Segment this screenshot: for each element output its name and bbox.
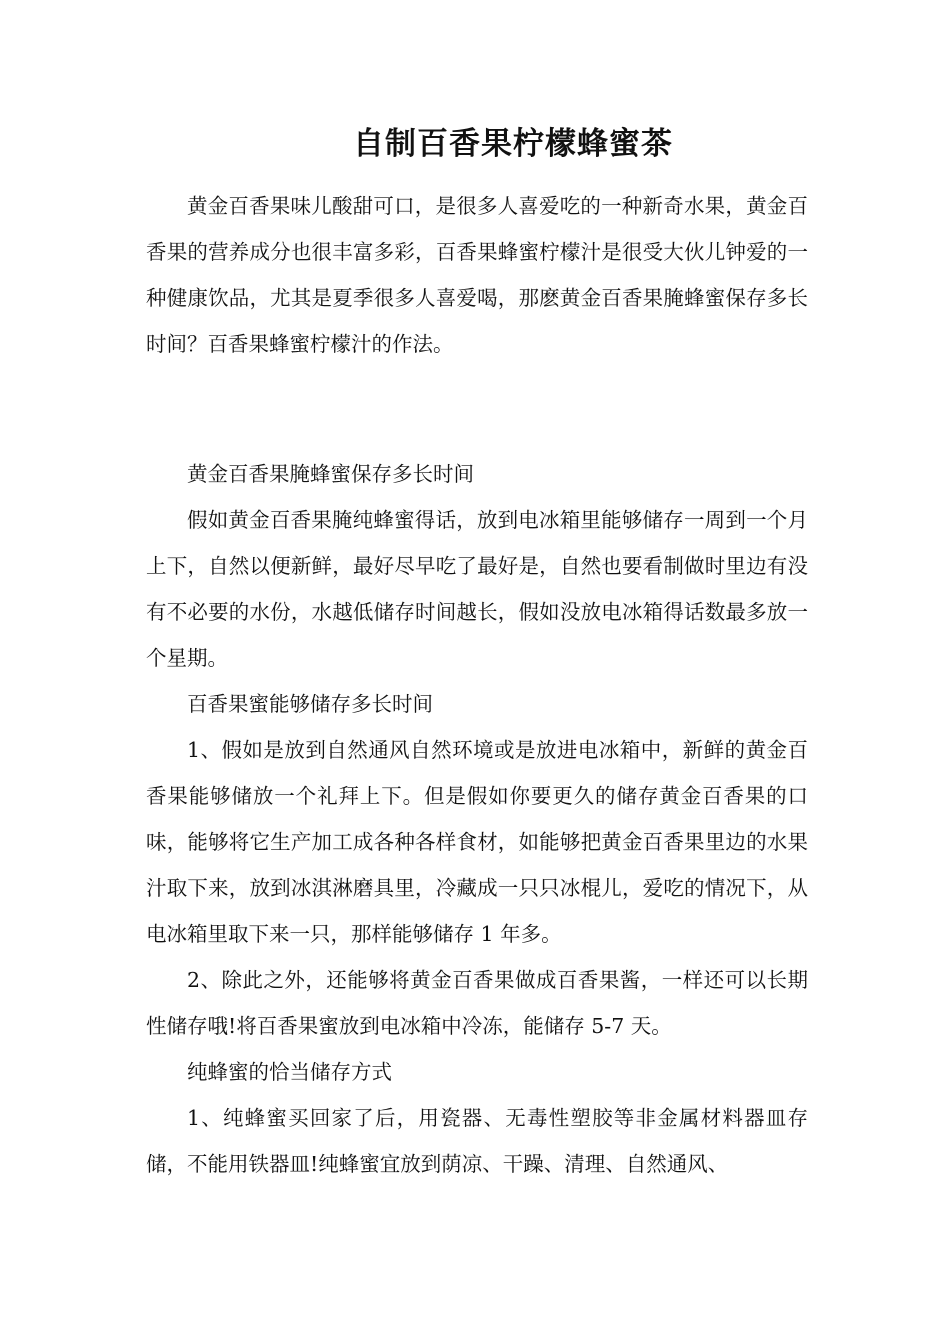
body-paragraph: 假如黄金百香果腌纯蜂蜜得话，放到电冰箱里能够储存一周到一个月上下，自然以便新鲜，最好尽早吃了最好是，自然也要看制做时里边有没有不必要的水份，水越低储存时间越长，假如没放电冰箱得话数最多放一个星期。 xyxy=(146,508,808,670)
document-body xyxy=(146,451,808,1187)
document-title: 自制百香果柠檬蜂蜜茶 xyxy=(353,126,673,162)
body-paragraph: 2、除此之外，还能够将黄金百香果做成百香果酱，一样还可以长期性储存哦!将百香果蜜放到电冰箱中冷冻，能储存 5-7 天。 xyxy=(146,968,808,1038)
body-paragraph: 1、假如是放到自然通风自然环境或是放进电冰箱中，新鲜的黄金百香果能够储放一个礼拜上下。但是假如你要更久的储存黄金百香果的口味，能够将它生产加工成各种各样食材，如能够把黄金百香果里边的水果汁取下来，放到冰淇淋磨具里，冷藏成一只只冰棍儿，爱吃的情况下，从电冰箱里取下来一只，那样能够储存 1 年多。 xyxy=(146,738,808,946)
intro-paragraph: 黄金百香果味儿酸甜可口，是很多人喜爱吃的一种新奇水果，黄金百香果的营养成分也很丰富多彩，百香果蜂蜜柠檬汁是很受大伙儿钟爱的一种健康饮品，尤其是夏季很多人喜爱喝，那麽黄金百香果腌蜂蜜保存多长时间？百香果蜂蜜柠檬汁的作法。 xyxy=(146,194,808,356)
body-paragraph: 1、纯蜂蜜买回家了后，用瓷器、无毒性塑胶等非金属材料器皿存储，不能用铁器皿!纯蜂蜜宜放到荫凉、干躁、清理、自然通风、 xyxy=(146,1106,808,1176)
section-heading: 纯蜂蜜的恰当储存方式 xyxy=(187,1060,392,1084)
section-heading: 黄金百香果腌蜂蜜保存多长时间 xyxy=(187,462,474,486)
section-heading: 百香果蜜能够储存多长时间 xyxy=(187,692,433,716)
